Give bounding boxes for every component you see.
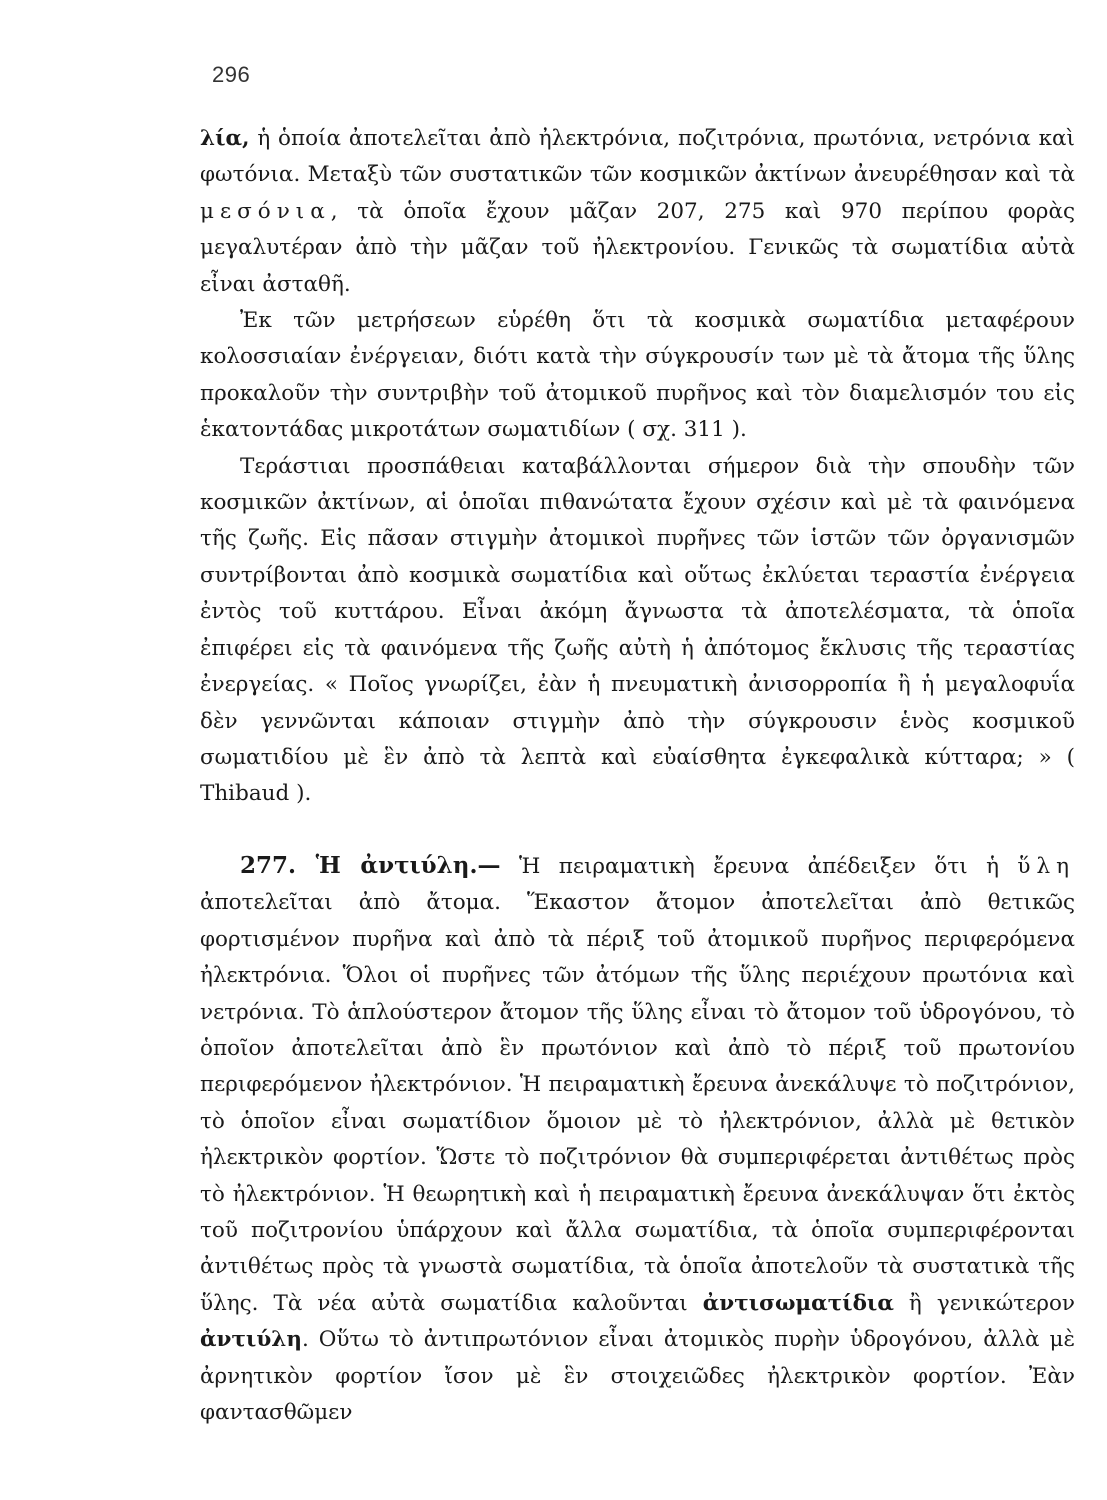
section-heading: 277. Ἡ ἀντιύλη.—	[240, 852, 501, 879]
section-antimatter	[200, 848, 1075, 1432]
paragraph-text: ἀποτελεῖται ἀπὸ ἄτομα. Ἕκαστον ἄτομον ἀποτελεῖται ἀπὸ θετικῶς φορτισμένον πυρῆνα καὶ ἀπὸ τὰ πέριξ τοῦ ἀτομικοῦ πυρῆνος περιφερόμενα ἠλεκτρόνια. Ὅλοι οἱ πυρῆνες τῶν ἀτόμων τῆς ὕλης περιέχουν πρωτόνια καὶ νετρόνια. Τὸ ἁπλούστερον ἄτομον τῆς ὕλης εἶναι τὸ ἄτομον τοῦ ὑδρογόνου, τὸ ὁποῖον ἀποτελεῖται ἀπὸ ἓν πρωτόνιον καὶ ἀπὸ τὸ πέριξ τοῦ πρωτονίου περιφερόμενον ἠλεκτρόνιον. Ἡ πειραματικὴ ἔρευνα ἀνεκάλυψε τὸ ποζιτρόνιον, τὸ ὁποῖον εἶναι σωματίδιον ὅμοιον μὲ τὸ ἠλεκτρόνιον, ἀλλὰ μὲ θετικὸν ἠλεκτρικὸν φορτίον. Ὥστε τὸ ποζιτρόνιον θὰ συμπεριφέρεται ἀντιθέτως πρὸς τὸ ἠλεκτρόνιον. Ἡ θεωρητικὴ καὶ ἡ πειραματικὴ ἔρευνα ἀνεκάλυψαν ὅτι ἐκτὸς τοῦ ποζιτρονίου ὑπάρχουν καὶ ἄλλα σωματίδια, τὰ ὁποῖα συμπεριφέρονται ἀντιθέτως πρὸς τὰ γνωστὰ σωματίδια, τὰ ὁποῖα ἀποτελοῦν τὰ συστατικὰ τῆς ὕλης. Τὰ νέα αὐτὰ σωματίδια καλοῦνται	[200, 890, 1075, 1316]
text-block-cosmic-rays	[200, 121, 1075, 813]
paragraph-text: Ἡ πειραματικὴ ἔρευνα ἀπέδειξεν ὅτι ἡ	[500, 854, 1018, 879]
emphasized-term: μεσόνια	[200, 198, 331, 224]
paragraph-measurements: Ἐκ τῶν μετρήσεων εὑρέθη ὅτι τὰ κοσμικὰ σωματίδια μεταφέρουν κολοσσιαίαν ἐνέργειαν, διότι κατὰ τὴν σύγκρουσίν των μὲ τὰ ἄτομα τῆς ὕλης προκαλοῦν τὴν συντριβὴν τοῦ ἀτομικοῦ πυρῆνος καὶ τὸν διαμελισμόν του εἰς ἑκατοντάδας μικροτάτων σωματιδίων ( σχ. 311 ).	[200, 308, 1075, 443]
paragraph-lead-fragment: λία,	[200, 126, 250, 151]
paragraph-text: ἡ ὁποία ἀποτελεῖται ἀπὸ ἠλεκτρόνια, ποζιτρόνια, πρωτόνια, νετρόνια καὶ φωτόνια. Μεταξὺ τῶν συστατικῶν τῶν κοσμικῶν ἀκτίνων ἀνευρέθησαν καὶ τὰ	[200, 126, 1075, 188]
bold-term-antimatter: ἀντιύλη	[200, 1327, 302, 1353]
section-paragraph	[200, 848, 1075, 1432]
paragraph-text: . Οὕτω τὸ ἀντιπρωτόνιον εἶναι ἀτομικὸς πυρὴν ὑδρογόνου, ἀλλὰ μὲ ἀρνητικὸν φορτίον ἴσον μὲ ἓν στοιχειῶδες ἠλεκτρικὸν φορτίον. Ἐὰν φαντασθῶμεν	[200, 1327, 1075, 1426]
page-number: 296	[212, 62, 251, 87]
paragraph-text: ἢ γενικώτερον	[893, 1290, 1075, 1316]
paragraph-continuation	[200, 121, 1075, 303]
paragraph-text: , τὰ ὁποῖα ἔχουν μᾶζαν 207, 275 καὶ 970 περίπου φορὰς μεγαλυτέραν ἀπὸ τὴν μᾶζαν τοῦ ἠλεκτρονίου. Γενικῶς τὰ σωματίδια αὐτὰ εἶναι ἀσταθῆ.	[200, 198, 1075, 297]
bold-term-antiparticles: ἀντισωματίδια	[702, 1290, 894, 1316]
paragraph-research: Τεράστιαι προσπάθειαι καταβάλλονται σήμερον διὰ τὴν σπουδὴν τῶν κοσμικῶν ἀκτίνων, αἱ ὁποῖαι πιθανώτατα ἔχουν σχέσιν καὶ μὲ τὰ φαινόμενα τῆς ζωῆς. Εἰς πᾶσαν στιγμὴν ἀτομικοὶ πυρῆνες τῶν ἱστῶν τῶν ὀργανισμῶν συντρίβονται ἀπὸ κοσμικὰ σωματίδια καὶ οὕτως ἐκλύεται τεραστία ἐνέργεια ἐντὸς τοῦ κυττάρου. Εἶναι ἀκόμη ἄγνωστα τὰ ἀποτελέσματα, τὰ ὁποῖα ἐπιφέρει εἰς τὰ φαινόμενα τῆς ζωῆς αὐτὴ ἡ ἀπότομος ἔκλυσις τῆς τεραστίας ἐνεργείας. « Ποῖος γνωρίζει, ἐὰν ἡ πνευματικὴ ἀνισορροπία ἢ ἡ μεγαλοφυΐα δὲν γεννῶνται κάποιαν στιγμὴν ἀπὸ τὴν σύγκρουσιν ἑνὸς κοσμικοῦ σωματιδίου μὲ ἓν ἀπὸ τὰ λεπτὰ καὶ εὐαίσθητα ἐγκεφαλικὰ κύτταρα; » ( Thibaud ).	[200, 453, 1075, 807]
emphasized-term: ὕλη	[1017, 854, 1075, 879]
